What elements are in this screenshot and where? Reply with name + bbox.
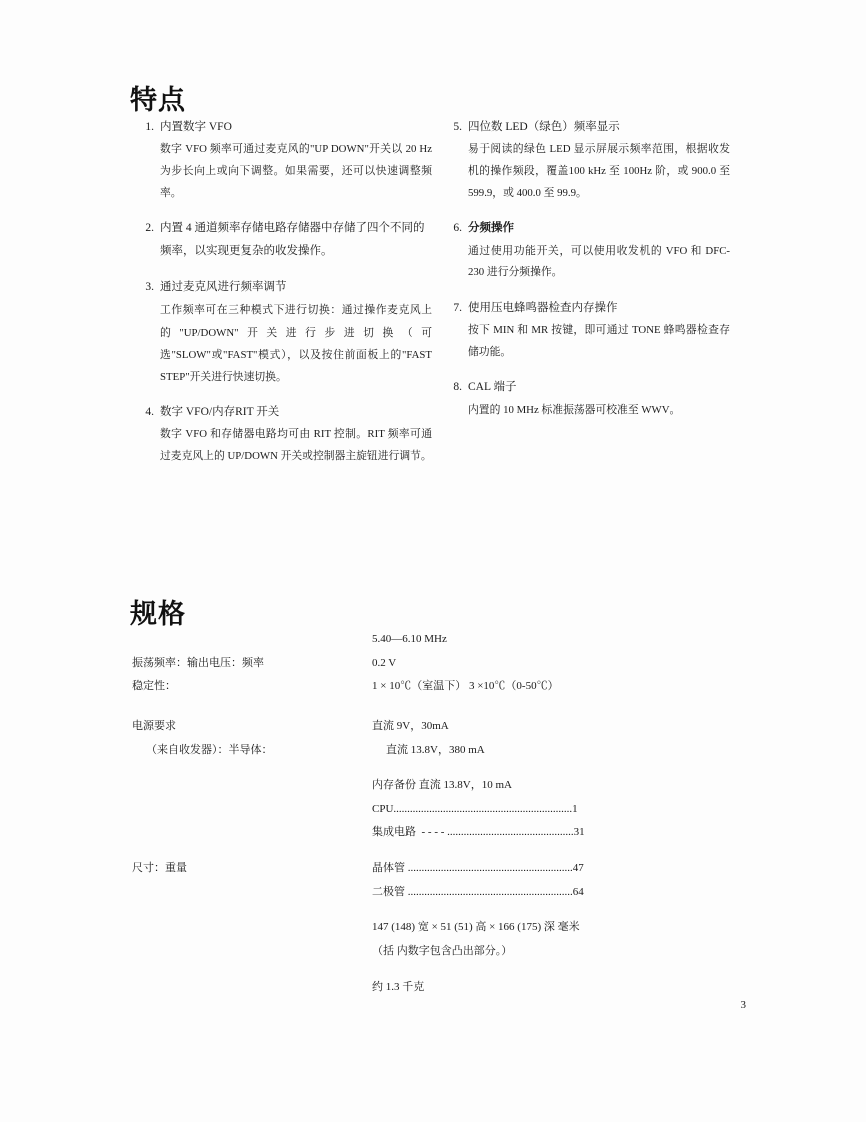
list-item-heading: 分频操作 [468, 222, 514, 235]
list-item-text: 按下 MIN 和 MR 按键，即可通过 TONE 蜂鸣器检查存储功能。 [468, 324, 730, 358]
table-row [132, 916, 732, 940]
list-item-text: 工作频率可在三种模式下进行切换：通过操作麦克风上的"UP/DOWN"开关进行步进切换（可选"SLOW"或"FAST"模式），以及按住前面板上的"FAST STEP"开关进行快速切换。 [160, 304, 432, 383]
table-row [132, 940, 732, 964]
list-item-heading: 数字 VFO/内存RIT 开关 [160, 405, 280, 418]
list-item-text: 易于阅读的绿色 LED 显示屏展示频率范围，根据收发机的操作频段，覆盖100 kHz 至 100Hz 阶，或 900.0 至 599.9，或 400.0 至 99.9。 [468, 143, 730, 199]
features-right-column [440, 116, 730, 434]
list-item-heading: 使用压电蜂鸣器检查内存操作 [468, 301, 618, 314]
spec-label: 振荡频率：输出电压：频率 [132, 656, 264, 669]
spec-value: 集成电路 - - - - ..............................................31 [372, 826, 585, 839]
spacer [132, 845, 732, 857]
spacer [132, 762, 732, 774]
table-row [132, 774, 732, 798]
list-item [132, 116, 432, 204]
list-item-heading: 四位数 LED（绿色）频率显示 [468, 121, 620, 133]
table-row [132, 857, 732, 881]
list-item-number: 2. [145, 222, 154, 235]
list-item-number: 1. [145, 121, 154, 133]
list-item-number: 3. [145, 281, 154, 294]
list-item [132, 217, 432, 263]
list-item [440, 376, 730, 421]
spec-value: 约 1.3 千克 [372, 980, 425, 993]
spec-value: CPU.................................................................1 [372, 802, 578, 815]
list-item-number: 8. [453, 381, 462, 394]
specifications-section-title: 规格 [130, 599, 186, 629]
spec-label: （来自收发器）：半导体： [146, 743, 273, 756]
list-item-heading: 内置数字 VFO [160, 121, 232, 133]
table-row [132, 675, 732, 699]
list-item [440, 217, 730, 284]
list-item-number: 7. [453, 301, 462, 314]
spec-label: 尺寸：重量 [132, 862, 187, 875]
spec-value: （括 内数字包含凸出部分。） [372, 945, 513, 958]
spacer [132, 964, 732, 976]
table-row [132, 739, 732, 763]
list-item [132, 276, 432, 388]
spec-value: 二极管 ............................................................64 [372, 885, 584, 898]
table-row [132, 881, 732, 905]
spacer [132, 699, 732, 715]
list-item-number: 6. [453, 222, 462, 235]
list-item-heading: 内置 4 通道频率存储电路存储器中存储了四个不同的频率，以实现更复杂的收发操作。 [160, 222, 425, 257]
spec-value: 内存备份 直流 13.8V，10 mA [372, 779, 512, 792]
spec-label: 电源要求 [132, 719, 176, 732]
list-item-text: 数字 VFO 频率可通过麦克风的"UP DOWN"开关以 20 Hz 为步长向上或向下调整。如果需要，还可以快速调整频率。 [160, 143, 432, 199]
spec-value: 1 × 10℃（室温下） 3 ×10℃（0-50℃） [372, 680, 559, 693]
page-number: 3 [740, 999, 746, 1011]
table-row [132, 715, 732, 739]
spec-value: 晶体管 ............................................................47 [372, 862, 584, 875]
table-row [132, 821, 732, 845]
table-row [132, 976, 732, 1000]
spec-value: 147 (148) 宽 × 51 (51) 高 × 166 (175) 深 毫米 [372, 921, 580, 934]
spec-value: 直流 9V，30mA [372, 719, 449, 732]
table-row [132, 652, 732, 676]
table-row [132, 798, 732, 822]
list-item-text: 数字 VFO 和存储器电路均可由 RIT 控制。RIT 频率可通过麦克风上的 UP/DOWN 开关或控制器主旋钮进行调节。 [160, 428, 432, 462]
spec-value: 直流 13.8V，380 mA [386, 743, 485, 756]
list-item [132, 401, 432, 468]
specifications-table [132, 628, 732, 999]
list-item-heading: 通过麦克风进行频率调节 [160, 281, 287, 294]
list-item-heading: CAL 端子 [468, 381, 517, 394]
features-left-column [132, 116, 432, 481]
list-item-number: 4. [145, 405, 154, 418]
list-item [440, 297, 730, 364]
spec-value: 0.2 V [372, 656, 397, 669]
spacer [132, 904, 732, 916]
table-row [132, 628, 732, 652]
features-section-title: 特点 [130, 85, 186, 115]
spec-value: 5.40—6.10 MHz [372, 633, 447, 645]
list-item-text: 通过使用功能开关，可以使用收发机的 VFO 和 DFC-230 进行分频操作。 [468, 244, 730, 279]
list-item-text: 内置的 10 MHz 标准振荡器可校准至 WWV。 [468, 403, 681, 416]
list-item [440, 116, 730, 204]
list-item-number: 5. [453, 121, 462, 133]
spec-label: 稳定性： [132, 680, 176, 693]
